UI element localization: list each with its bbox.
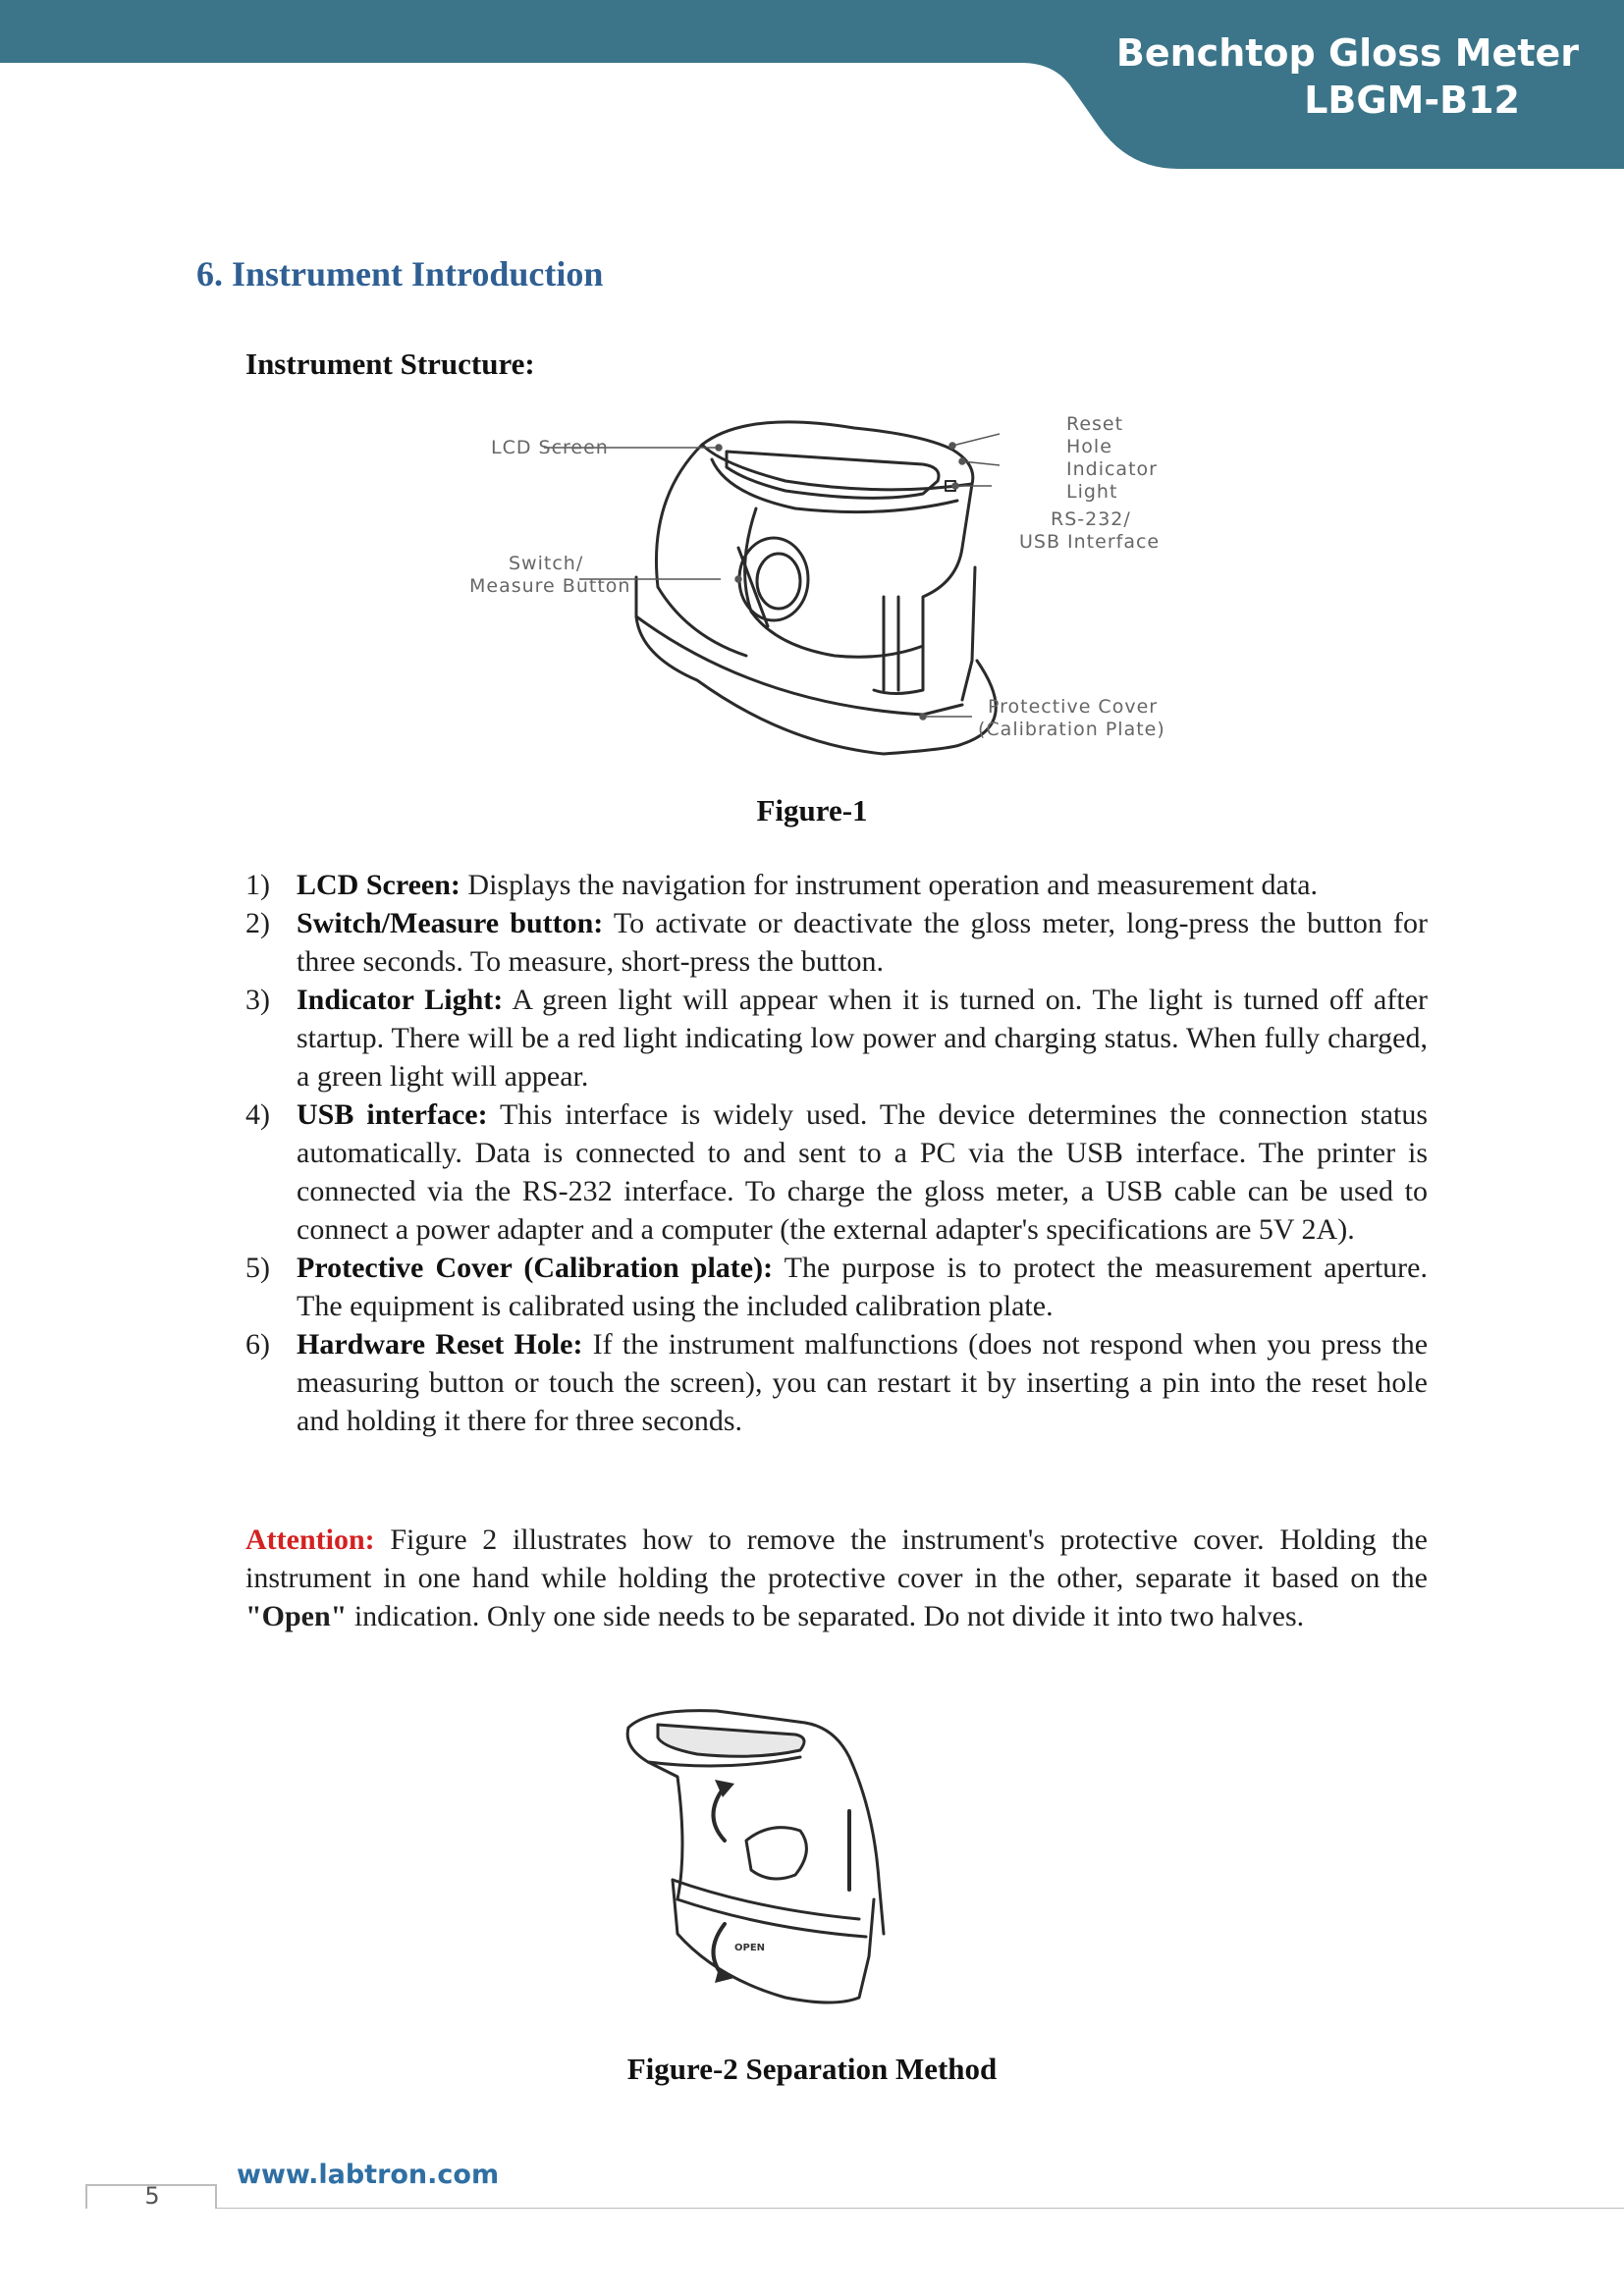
list-item — [245, 1325, 1428, 1440]
label-rs232-line1: RS-232/ — [1051, 508, 1131, 530]
figure-2-separation-diagram — [609, 1703, 1021, 2007]
open-mark: OPEN — [734, 1943, 766, 1953]
list-item-number: 6) — [245, 1328, 270, 1361]
list-item-text: A green light will appear when it is turned on. The light is turned off after startup. There will be a red light indicating low power and charging status. When fully charged, a green light will appear. — [297, 984, 1428, 1093]
list-item-text: If the instrument malfunctions (does not respond when you press the measuring button or touch the screen), you can restart it by inserting a pin into the reset hole and holding it there for three seconds. — [297, 1328, 1429, 1437]
list-item-term: Switch/Measure button: — [297, 907, 604, 939]
page-number: 5 — [144, 2182, 160, 2210]
website-link[interactable]: www.labtron.com — [237, 2160, 500, 2190]
list-item-number: 2) — [245, 907, 270, 939]
list-item — [245, 1249, 1428, 1325]
list-item-term: Protective Cover (Calibration plate): — [297, 1252, 774, 1284]
header-title-line1: Benchtop Gloss Meter — [1115, 31, 1579, 75]
label-switch-line1: Switch/ — [509, 553, 584, 574]
list-item-term: Indicator Light: — [297, 984, 504, 1016]
label-reset-line1: Reset — [1066, 413, 1124, 435]
attention-text-before: Figure 2 illustrates how to remove the instrument's protective cover. Holding the instrument in one hand while holding the protective cover in the other, separate it based on the — [245, 1523, 1428, 1594]
figure-2-caption: Figure-2 Separation Method — [626, 2052, 998, 2086]
section-title: 6. Instrument Introduction — [196, 254, 604, 294]
label-indicator-line2: Light — [1066, 481, 1118, 503]
feature-list — [245, 866, 1428, 1440]
label-cover-line1: Protective Cover — [988, 696, 1159, 718]
attention-paragraph — [245, 1521, 1428, 1635]
list-item-text: The purpose is to protect the measurement aperture. The equipment is calibrated using the included calibration plate. — [297, 1252, 1428, 1322]
label-lcd-screen: LCD Screen — [491, 437, 609, 458]
list-item — [245, 1095, 1428, 1249]
list-item-text: To activate or deactivate the gloss meter, long-press the button for three seconds. To measure, short-press the button. — [297, 907, 1428, 978]
list-item-text: This interface is widely used. The device determines the connection status automatically. Data is connected to and sent to a PC via the USB interface. The printer is connected via the RS-232 interface. To charge the gloss meter, a USB cable can be used to connect a power adapter and a computer (the external adapter's specifications are 5V 2A). — [297, 1098, 1428, 1246]
label-reset-line2: Hole — [1066, 436, 1112, 457]
list-item-term: LCD Screen: — [297, 869, 460, 901]
list-item — [245, 904, 1428, 981]
label-switch-line2: Measure Button — [469, 575, 631, 597]
list-item-number: 1) — [245, 869, 270, 901]
header-title — [1116, 29, 1579, 124]
header-model: LBGM-B12 — [1304, 79, 1520, 122]
list-item — [245, 981, 1428, 1095]
figure-1-caption: Figure-1 — [756, 793, 868, 828]
list-item-number: 3) — [245, 984, 270, 1016]
list-item — [245, 866, 1428, 904]
attention-text-after: indication. Only one side needs to be separated. Do not divide it into two halves. — [347, 1600, 1305, 1632]
list-item-number: 5) — [245, 1252, 270, 1284]
instrument-structure-heading: Instrument Structure: — [245, 347, 535, 381]
label-cover-line2: (Calibration Plate) — [978, 719, 1165, 740]
list-item-term: Hardware Reset Hole: — [297, 1328, 583, 1361]
list-item-number: 4) — [245, 1098, 270, 1131]
label-indicator-line1: Indicator — [1066, 458, 1158, 480]
list-item-term: USB interface: — [297, 1098, 488, 1131]
attention-open-word: "Open" — [245, 1600, 348, 1632]
attention-label: Attention: — [245, 1523, 375, 1556]
label-rs232-line2: USB Interface — [1019, 531, 1161, 553]
figure-1-instrument-diagram — [461, 410, 1168, 764]
list-item-text: Displays the navigation for instrument operation and measurement data. — [460, 869, 1319, 901]
